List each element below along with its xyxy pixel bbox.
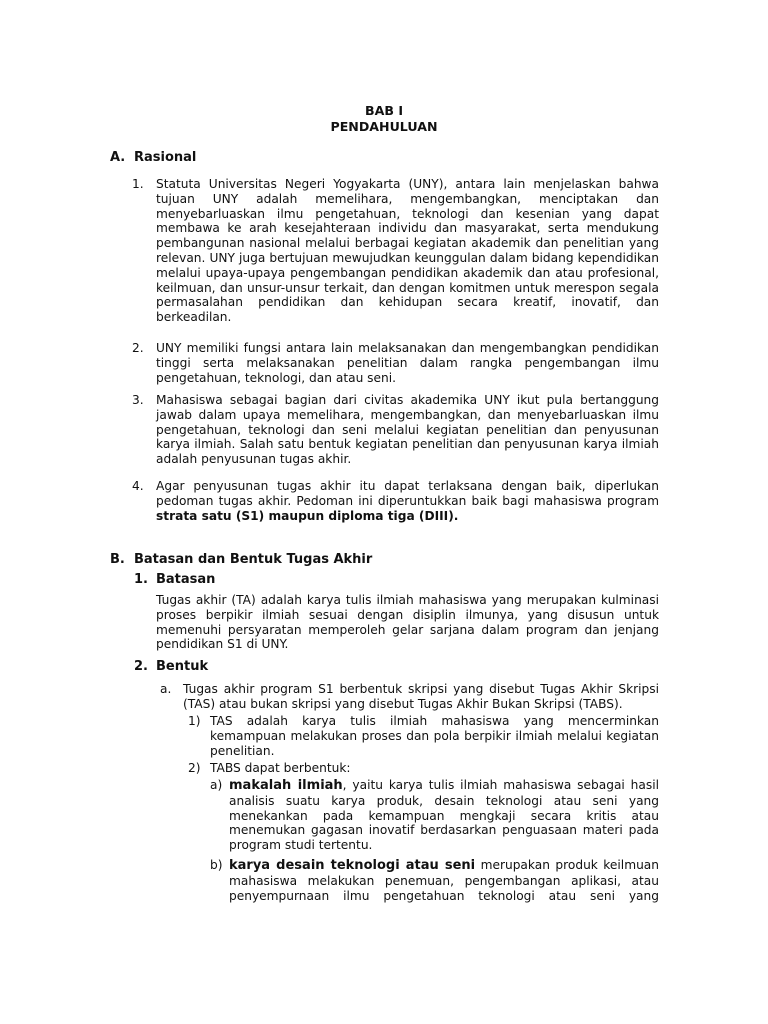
list-item-4-plain: Agar penyusunan tugas akhir itu dapat terlaksana dengan baik, diperlukan pedoman tugas akhir. Pedoman ini diperuntukkan baik bagi mahasiswa program: [156, 479, 659, 508]
section-b-letter: B.: [110, 552, 125, 567]
item-2a-text: [229, 778, 659, 853]
item-2b-plain: merupakan produk keilmuan mahasiswa melakukan penemuan, pengembangan aplikasi, atau penyempurnaan ilmu pengetahuan teknologi atau seni yang: [229, 858, 659, 903]
item-2a-bold: makalah ilmiah: [229, 778, 343, 793]
list-item-4-bold: strata satu (S1) maupun diploma tiga (DIII).: [156, 508, 459, 523]
section-a-letter: A.: [110, 150, 126, 165]
list-item-1-number: 1.: [132, 177, 144, 191]
item-a-marker: a.: [160, 682, 172, 696]
list-item-1-text: Statuta Universitas Negeri Yogyakarta (UNY), antara lain menjelaskan bahwa tujuan UNY adalah memelihara, mengembangkan, menciptakan dan menyebarluaskan ilmu pengetahuan, teknologi dan kesenian yang dapat membawa ke arah kesejahteraan individu dan masyarakat, serta mendukung pembangunan nasional melalui berbagai kegiatan akademik dan penelitian yang relevan. UNY juga bertujuan mewujudkan keunggulan dalam bidang kependidikan melalui upaya-upaya pengembangan pendidikan akademik dan atau profesional, keilmuan, dan unsur-unsur terkait, dan dengan komitmen untuk merespon segala permasalahan pendidikan dan kehidupan secara kreatif, inovatif, dan berkeadilan.: [156, 177, 659, 325]
subsection-1-text: Tugas akhir (TA) adalah karya tulis ilmiah mahasiswa yang merupakan kulminasi proses berpikir ilmiah sesuai dengan disiplin ilmunya, yang disusun untuk memenuhi persyaratan memperoleh gelar sarjana dalam program dan jenjang pendidikan S1 di UNY.: [156, 593, 659, 652]
chapter-title: PENDAHULUAN: [330, 119, 438, 134]
item-2a-plain: , yaitu karya tulis ilmiah mahasiswa sebagai hasil analisis suatu karya produk, desain teknologi atau seni yang menekankan pada kemampuan mengkaji secara kritis atau menemukan gagasan inovatif berdasarkan penguasaan materi pada program studi tertentu.: [229, 778, 659, 853]
item-2-text: TABS dapat berbentuk:: [210, 761, 351, 775]
section-a-title: Rasional: [134, 150, 197, 165]
chapter-number: BAB I: [364, 103, 403, 118]
item-2a-marker: a): [210, 778, 223, 792]
subsection-1-title: Batasan: [156, 572, 216, 587]
section-b-title: Batasan dan Bentuk Tugas Akhir: [134, 552, 373, 567]
item-2b-text: [229, 858, 659, 903]
list-item-2-number: 2.: [132, 341, 144, 355]
item-2-marker: 2): [188, 761, 201, 775]
item-2b-marker: b): [210, 858, 223, 872]
subsection-2-title: Bentuk: [156, 659, 209, 674]
item-a-text: Tugas akhir program S1 berbentuk skripsi yang disebut Tugas Akhir Skripsi (TAS) atau bukan skripsi yang disebut Tugas Akhir Bukan Skripsi (TABS).: [183, 682, 659, 711]
list-item-4-text: [156, 479, 659, 523]
subsection-1-number: 1.: [134, 572, 148, 587]
item-2b-bold: karya desain teknologi atau seni: [229, 858, 476, 873]
item-1-marker: 1): [188, 714, 201, 728]
subsection-2-number: 2.: [134, 659, 148, 674]
item-1-text: TAS adalah karya tulis ilmiah mahasiswa yang mencerminkan kemampuan melakukan proses dan pola berpikir ilmiah melalui kegiatan penelitian.: [210, 714, 659, 758]
list-item-4-number: 4.: [132, 479, 144, 493]
list-item-3-number: 3.: [132, 393, 144, 407]
list-item-2-text: UNY memiliki fungsi antara lain melaksanakan dan mengembangkan pendidikan tinggi serta melaksanakan penelitian dalam rangka pengembangan ilmu pengetahuan, teknologi, dan atau seni.: [156, 341, 659, 385]
list-item-3-text: Mahasiswa sebagai bagian dari civitas akademika UNY ikut pula bertanggung jawab dalam upaya memelihara, mengembangkan, dan menyebarluaskan ilmu pengetahuan, teknologi dan seni melalui kegiatan penelitian dan penyusunan karya ilmiah. Salah satu bentuk kegiatan penelitian dan penyusunan karya ilmiah adalah penyusunan tugas akhir.: [156, 393, 659, 467]
